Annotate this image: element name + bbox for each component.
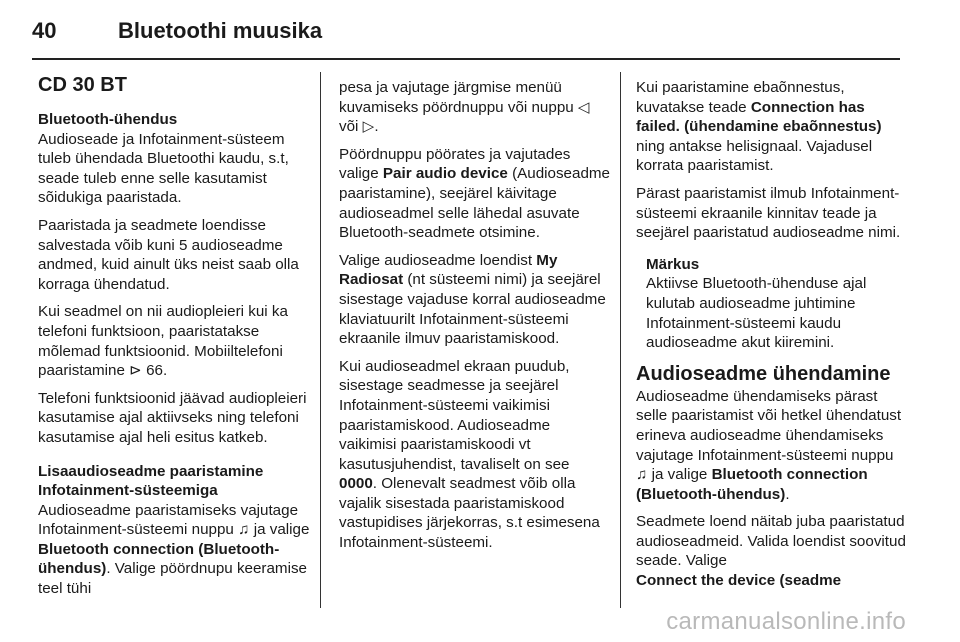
watermark: carmanualsonline.info	[666, 608, 906, 635]
text-run: ning antakse helisignaal. Vajadusel korrata paaristamist.	[636, 137, 873, 175]
menu-term: Bluetooth connection (Bluetooth-ühendus)	[636, 466, 868, 503]
text-run: . Valige pöördnupu keeramise teel tühi	[38, 560, 307, 598]
paragraph	[636, 78, 908, 176]
paragraph: Audioseade ja Infotainment-süsteem tuleb ühendada Bluetoothi kaudu, s.t, seade tuleb enne selle kasutamist sõidukiga paaristada.	[38, 130, 289, 207]
menu-term: My Radiosat	[339, 251, 558, 289]
paragraph: Kui seadmel on nii audiopleieri kui ka telefoni funktsioon, paaristatakse mõlemad funktsioonid. Mobiiltelefoni paaristamine ⊳ 66.	[38, 303, 288, 380]
text-run: Audioseadme paaristamiseks vajutage Infotainment-süsteemi nuppu ♫ ja valige	[38, 501, 310, 539]
text-run: Seadmete loend näitab juba paaristatud audioseadmeid. Valida loendist soovitud seade. Valige	[636, 513, 906, 570]
paragraph	[636, 512, 908, 590]
paragraph	[38, 501, 310, 599]
section-heading: Audioseadme ühendamine	[636, 362, 891, 385]
page-header	[32, 18, 900, 44]
paragraph: Telefoni funktsioonid jäävad audiopleieri kasutamise ajal aktiivseks ning telefoni kasutamise ajal heli esitus katkeb.	[38, 389, 307, 446]
paragraph	[636, 387, 908, 505]
note-box	[646, 255, 908, 353]
text-run: Audioseadme ühendamiseks pärast selle paaristamist või hetkel ühendatust erineva audioseadme ühendamiseks vajutage Infotainment-süsteemi nuppu ♫ ja valige	[636, 387, 902, 484]
paragraph	[339, 357, 611, 553]
text-run: Pöördnuppu pöörates ja vajutades valige	[339, 145, 571, 183]
paragraph: Paaristada ja seadmete loendisse salvestada võib kuni 5 audioseadme andmed, kuid ainult üks neist saab olla korraga ühendatud.	[38, 216, 299, 293]
code-term: 0000	[339, 475, 373, 493]
paragraph	[339, 251, 611, 349]
column-divider	[320, 72, 321, 608]
paragraph	[339, 145, 611, 243]
column-2	[339, 78, 611, 561]
text-run: (nt süsteemi nimi) ja seejärel sisestage vajaduse korral audioseadme klaviatuurilt Infotainment-süsteemi ekraanile ilmuv paaristamiskood.	[339, 271, 606, 348]
text-run: .	[785, 485, 790, 503]
page-title: Bluetoothi muusika	[118, 18, 323, 43]
text-run: Kui paaristamine ebaõnnestus, kuvatakse teade	[636, 79, 845, 116]
page-number: 40	[32, 18, 57, 43]
column-divider	[620, 72, 621, 608]
note-text: Aktiivse Bluetooth-ühenduse ajal kulutab audioseadme juhtimine Infotainment-süsteemi kaudu audioseadme akut kiiremini.	[646, 275, 867, 352]
menu-term: Bluetooth connection (Bluetooth-ühendus)	[38, 540, 280, 578]
paragraph: pesa ja vajutage järgmise menüü kuvamiseks pöördnuppu või nuppu ◁ või ▷.	[339, 79, 590, 136]
subheading: Bluetooth-ühendus	[38, 111, 178, 128]
header-rule	[32, 58, 900, 60]
menu-term: Connect the device (seadme	[636, 572, 842, 590]
text-run: Kui audioseadmel ekraan puudub, sisestage seadmesse ja seejärel Infotainment-süsteemi vaikimisi paaristamiskood. Audioseadme vaikimisi paaristamiskoodi vt kasutusjuhendist, tavaliselt on see	[339, 357, 570, 473]
paragraph: Pärast paaristamist ilmub Infotainment-süsteemi ekraanile kinnitav teade ja seejärel paaristatud audioseadme nimi.	[636, 184, 901, 242]
column-3	[636, 78, 908, 599]
text-run: Valige audioseadme loendist	[339, 251, 537, 269]
message-term: Connection has failed. (ühendamine ebaõnnestus)	[636, 98, 882, 136]
text-run: . Olenevalt seadmest võib olla vajalik sisestada paaristamiskood vastupidises järjekorras, s.t esimesena Infotainment-süsteemi.	[339, 475, 600, 552]
text-run: (Audioseadme paaristamine), seejärel käivitage audioseadmel selle lähedal asuvate Bluetooth-seadmete otsimine.	[339, 165, 610, 242]
section-heading: CD 30 BT	[38, 74, 127, 96]
subheading: Lisaaudioseadme paaristamine Infotainment-süsteemiga	[38, 462, 264, 500]
menu-term: Pair audio device	[382, 165, 508, 183]
column-1	[38, 74, 310, 607]
note-title: Märkus	[646, 255, 700, 273]
